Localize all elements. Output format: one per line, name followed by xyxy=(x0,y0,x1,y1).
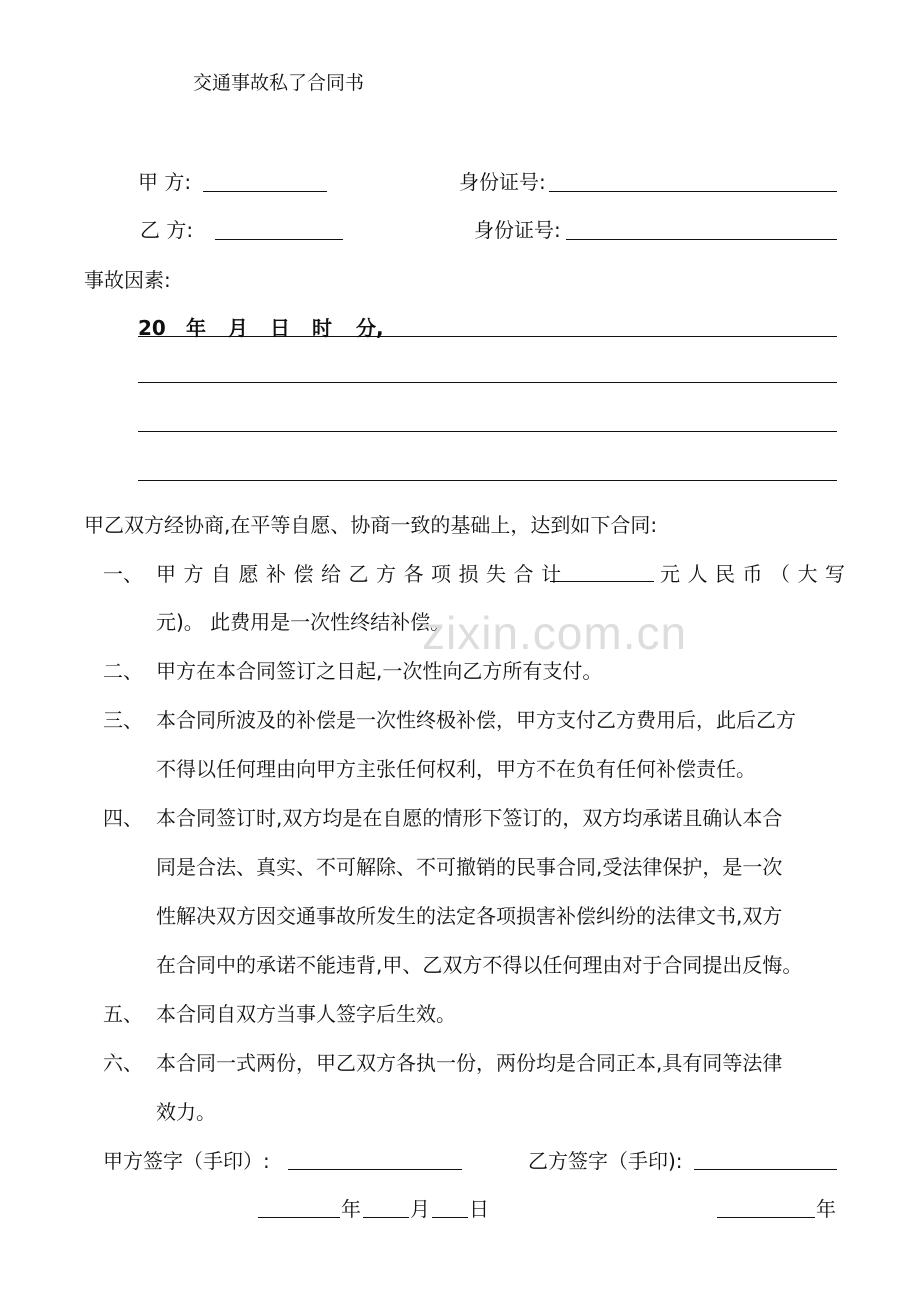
party-b-signature-field[interactable] xyxy=(694,1169,837,1170)
accident-line-2[interactable] xyxy=(138,382,837,383)
clause-6-number: 六、 xyxy=(103,1051,143,1075)
accident-hour-unit: 时 xyxy=(312,316,332,340)
party-a-year-field[interactable] xyxy=(258,1217,340,1218)
party-b-label: 乙 方: xyxy=(140,218,194,242)
clause-1-text-b: 元人民币（大写 xyxy=(660,562,853,586)
watermark: zixin.com.cn xyxy=(422,607,688,659)
intro-text: 甲乙双方经协商,在平等自愿、协商一致的基础上，达到如下合同: xyxy=(84,513,658,537)
party-a-month-field[interactable] xyxy=(363,1217,409,1218)
party-a-year-unit: 年 xyxy=(341,1197,361,1221)
clause-5-number: 五、 xyxy=(103,1002,143,1026)
clause-4-number: 四、 xyxy=(103,806,143,830)
clause-3-text-line2: 不得以任何理由向甲方主张任何权利，甲方不在负有任何补偿责任。 xyxy=(156,757,756,781)
accident-line-1[interactable] xyxy=(138,336,837,337)
party-a-day-field[interactable] xyxy=(432,1217,468,1218)
party-b-signature-label: 乙方签字（手印): xyxy=(528,1149,683,1173)
clause-2-text: 甲方在本合同签订之日起,一次性向乙方所有支付。 xyxy=(156,659,603,683)
clause-5-text: 本合同自双方当事人签字后生效。 xyxy=(156,1002,456,1026)
clause-4-text-line2: 同是合法、真实、不可解除、不可撤销的民事合同,受法律保护，是一次 xyxy=(156,855,783,879)
accident-line-4[interactable] xyxy=(138,480,837,481)
clause-1-amount-field[interactable] xyxy=(550,581,654,582)
clause-4-text-line4: 在合同中的承诺不能违背,甲、乙双方不得以任何理由对于合同提出反悔。 xyxy=(156,953,803,977)
clause-6-text-line1: 本合同一式两份，甲乙双方各执一份，两份均是合同正本,具有同等法律 xyxy=(156,1051,783,1075)
clause-1-text-line2: 元)。 此费用是一次性终结补偿。 xyxy=(156,610,451,634)
party-a-id-field[interactable] xyxy=(549,191,837,192)
party-b-id-label: 身份证号: xyxy=(474,218,561,242)
accident-line-3[interactable] xyxy=(138,431,837,432)
accident-label: 事故因素: xyxy=(84,268,171,292)
clause-4-text-line1: 本合同签订时,双方均是在自愿的情形下签订的，双方均承诺且确认本合 xyxy=(156,806,783,830)
party-b-year-unit: 年 xyxy=(816,1197,836,1221)
clause-4-text-line3: 性解决双方因交通事故所发生的法定各项损害补偿纠纷的法律文书,双方 xyxy=(156,904,783,928)
clause-3-number: 三、 xyxy=(103,708,143,732)
clause-1-text-a: 甲方自愿补偿给乙方各项损失合计 xyxy=(156,562,569,586)
party-a-id-label: 身份证号: xyxy=(459,170,546,194)
accident-month-unit: 月 xyxy=(228,316,248,340)
party-b-year-field[interactable] xyxy=(717,1217,815,1218)
accident-year-unit: 年 xyxy=(186,316,206,340)
clause-6-text-line2: 效力。 xyxy=(156,1100,216,1124)
accident-minute-unit: 分, xyxy=(356,316,384,340)
party-b-id-field[interactable] xyxy=(566,239,837,240)
accident-day-unit: 日 xyxy=(270,316,290,340)
party-a-label: 甲 方: xyxy=(138,170,192,194)
party-a-month-unit: 月 xyxy=(410,1197,430,1221)
clause-2-number: 二、 xyxy=(103,659,143,683)
clause-3-text-line1: 本合同所波及的补偿是一次性终极补偿，甲方支付乙方费用后，此后乙方 xyxy=(156,708,796,732)
party-a-signature-label: 甲方签字（手印）: xyxy=(103,1149,270,1173)
party-b-name-field[interactable] xyxy=(215,239,343,240)
party-a-signature-field[interactable] xyxy=(288,1169,462,1170)
clause-1-number: 一、 xyxy=(103,562,143,586)
document-title: 交通事故私了合同书 xyxy=(193,72,365,94)
accident-year-prefix: 20 xyxy=(138,316,166,340)
party-a-name-field[interactable] xyxy=(203,191,327,192)
party-a-day-unit: 日 xyxy=(469,1197,489,1221)
